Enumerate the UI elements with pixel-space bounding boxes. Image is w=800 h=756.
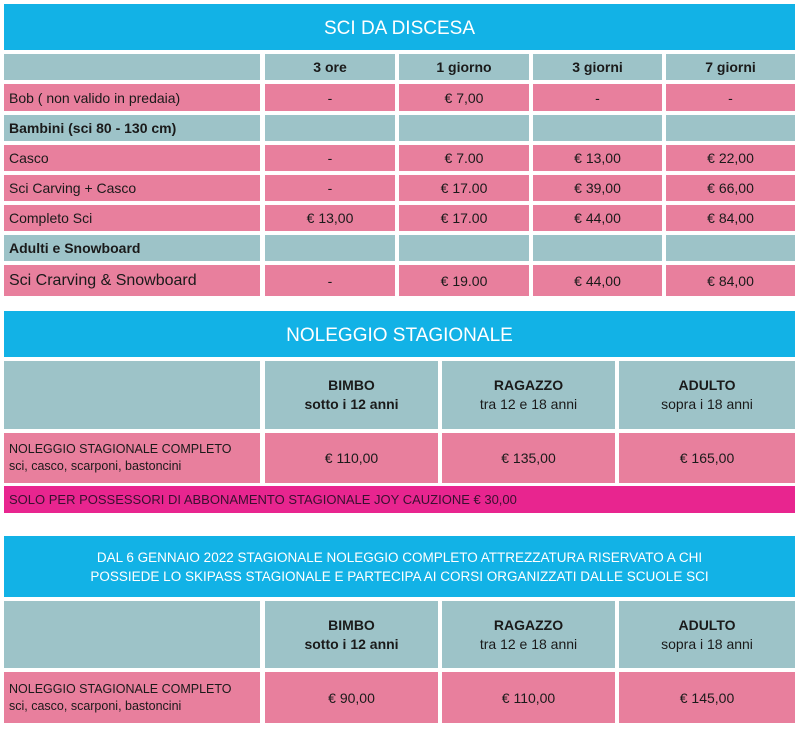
t1-header-3ore: 3 ore <box>265 54 395 80</box>
t2-header-ragazzo <box>442 361 615 429</box>
t2-row-label-1: NOLEGGIO STAGIONALE COMPLETO <box>9 442 232 456</box>
t2-row-ragazzo: € 135,00 <box>442 433 615 483</box>
t3-title <box>4 536 795 597</box>
t1-row-carving-casco-v1: € 17.00 <box>399 175 529 201</box>
t2-row-label-2: sci, casco, scarponi, bastoncini <box>9 459 182 473</box>
t2-header-bimbo <box>265 361 438 429</box>
t1-header-7giorni: 7 giorni <box>666 54 795 80</box>
t1-row-snowboard-v3: € 84,00 <box>666 265 795 296</box>
t1-row-adulti-v0 <box>265 235 395 261</box>
t1-row-adulti-v2 <box>533 235 662 261</box>
t3-row-label-2: sci, casco, scarponi, bastoncini <box>9 698 182 713</box>
t1-header-1giorno: 1 giorno <box>399 54 529 80</box>
t3-title-line2: POSSIEDE LO SKIPASS STAGIONALE E PARTECIPA AI CORSI ORGANIZZATI DALLE SCUOLE SCI <box>90 568 709 584</box>
t1-row-bob-v0: - <box>265 84 395 111</box>
t1-row-snowboard-v2: € 44,00 <box>533 265 662 296</box>
t1-row-bob-v2: - <box>533 84 662 111</box>
t1-row-casco-v3: € 22,00 <box>666 145 795 171</box>
t3-header-ragazzo <box>442 601 615 668</box>
t3-header-bimbo-a: BIMBO <box>328 616 375 633</box>
t1-row-casco-v0: - <box>265 145 395 171</box>
t2-header-adulto <box>619 361 795 429</box>
t2-row-adulto: € 165,00 <box>619 433 795 483</box>
t1-row-bob-v3: - <box>666 84 795 111</box>
t2-header-bimbo-b: sotto i 12 anni <box>304 396 399 412</box>
t1-header-label <box>4 54 260 80</box>
t1-row-bob-v1: € 7,00 <box>399 84 529 111</box>
t1-row-adulti-label: Adulti e Snowboard <box>4 235 260 261</box>
t2-row-bimbo: € 110,00 <box>265 433 438 483</box>
t1-row-bambini-label: Bambini (sci 80 - 130 cm) <box>4 115 260 141</box>
noleggio-stagionale-title: NOLEGGIO STAGIONALE <box>4 311 795 357</box>
t1-row-bambini-v0 <box>265 115 395 141</box>
t3-header-ragazzo-a: RAGAZZO <box>493 616 564 633</box>
t1-row-carving-casco-v0: - <box>265 175 395 201</box>
t1-row-bob-label: Bob ( non valido in predaia) <box>4 84 260 111</box>
t2-header-adulto-a: ADULTO <box>678 377 736 393</box>
t3-row-label-1: NOLEGGIO STAGIONALE COMPLETO <box>9 681 232 696</box>
t1-row-adulti-v1 <box>399 235 529 261</box>
t1-row-completo-v2: € 44,00 <box>533 205 662 231</box>
t3-title-line1: DAL 6 GENNAIO 2022 STAGIONALE NOLEGGIO COMPLETO ATTREZZATURA RISERVATO A CHI <box>96 549 703 565</box>
t3-header-adulto-a: ADULTO <box>678 616 736 633</box>
t1-header-3giorni: 3 giorni <box>533 54 662 80</box>
t1-row-carving-casco-v2: € 39,00 <box>533 175 662 201</box>
t3-header-adulto <box>619 601 795 668</box>
t1-row-snowboard-label: Sci Crarving & Snowboard <box>4 265 260 296</box>
t2-row-label <box>4 433 260 483</box>
t1-row-carving-casco-v3: € 66,00 <box>666 175 795 201</box>
t3-row-label <box>4 672 260 723</box>
cauzione-note: SOLO PER POSSESSORI DI ABBONAMENTO STAGIONALE JOY CAUZIONE € 30,00 <box>4 486 795 513</box>
t1-row-casco-v2: € 13,00 <box>533 145 662 171</box>
t1-row-carving-casco-label: Sci Carving + Casco <box>4 175 260 201</box>
t3-row-adulto: € 145,00 <box>619 672 795 723</box>
t1-row-bambini-v2 <box>533 115 662 141</box>
t3-header-label <box>4 601 260 668</box>
t3-header-ragazzo-b: tra 12 e 18 anni <box>479 635 578 652</box>
t1-row-bambini-v1 <box>399 115 529 141</box>
t1-row-completo-v0: € 13,00 <box>265 205 395 231</box>
t3-row-bimbo: € 90,00 <box>265 672 438 723</box>
t1-row-casco-v1: € 7.00 <box>399 145 529 171</box>
sci-da-discesa-title: SCI DA DISCESA <box>4 4 795 50</box>
t1-row-bambini-v3 <box>666 115 795 141</box>
t2-header-ragazzo-b: tra 12 e 18 anni <box>479 396 578 412</box>
t1-row-casco-label: Casco <box>4 145 260 171</box>
t1-row-completo-v3: € 84,00 <box>666 205 795 231</box>
t3-header-bimbo-b: sotto i 12 anni <box>304 635 399 652</box>
t3-header-bimbo <box>265 601 438 668</box>
t2-header-adulto-b: sopra i 18 anni <box>661 396 753 412</box>
t3-row-ragazzo: € 110,00 <box>442 672 615 723</box>
t2-header-bimbo-a: BIMBO <box>328 377 375 393</box>
t1-row-completo-label: Completo Sci <box>4 205 260 231</box>
t1-row-snowboard-v1: € 19.00 <box>399 265 529 296</box>
t1-row-completo-v1: € 17.00 <box>399 205 529 231</box>
t1-row-adulti-v3 <box>666 235 795 261</box>
t1-row-snowboard-v0: - <box>265 265 395 296</box>
t2-header-label <box>4 361 260 429</box>
t3-header-adulto-b: sopra i 18 anni <box>661 635 753 652</box>
t2-header-ragazzo-a: RAGAZZO <box>493 377 564 393</box>
